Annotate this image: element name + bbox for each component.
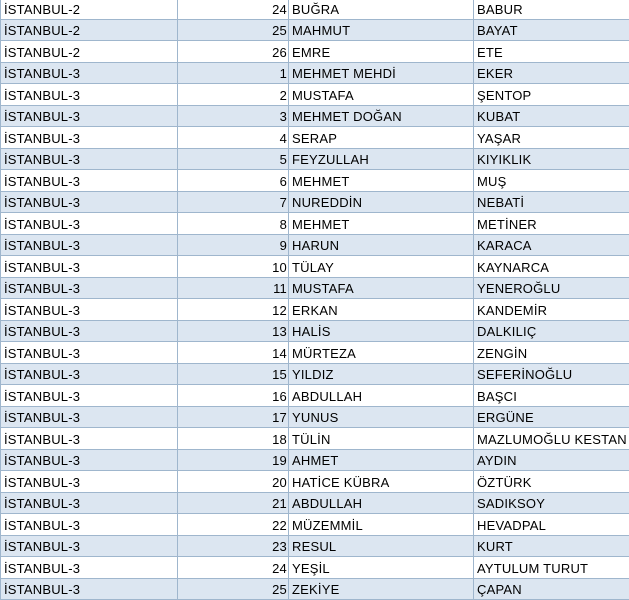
last-name-cell[interactable]: ÇAPAN [474,578,629,600]
table-row [1,19,629,41]
first-name-cell[interactable]: MEHMET DOĞAN [289,105,474,127]
last-name-cell[interactable]: KURT [474,535,629,557]
table-row [1,385,629,407]
rank-cell[interactable]: 2 [178,84,289,106]
last-name-cell[interactable]: BAŞCI [474,385,629,407]
rank-cell[interactable]: 16 [178,385,289,407]
rank-cell[interactable]: 24 [178,557,289,579]
first-name-cell[interactable]: MEHMET [289,170,474,192]
table-row [1,41,629,63]
table-row [1,363,629,385]
table-row [1,557,629,579]
rank-cell[interactable]: 11 [178,277,289,299]
first-name-cell[interactable]: HALİS [289,320,474,342]
rank-cell[interactable]: 25 [178,19,289,41]
district-cell[interactable]: İSTANBUL-3 [1,256,178,278]
first-name-cell[interactable]: TÜLİN [289,428,474,450]
rank-cell[interactable]: 1 [178,62,289,84]
rank-cell[interactable]: 5 [178,148,289,170]
first-name-cell[interactable]: MAHMUT [289,19,474,41]
last-name-cell[interactable]: ZENGİN [474,342,629,364]
last-name-cell[interactable]: ŞENTOP [474,84,629,106]
first-name-cell[interactable]: MUSTAFA [289,277,474,299]
last-name-cell[interactable]: KAYNARCA [474,256,629,278]
table-row [1,213,629,235]
first-name-cell[interactable]: YUNUS [289,406,474,428]
rank-cell[interactable]: 10 [178,256,289,278]
last-name-cell[interactable]: MUŞ [474,170,629,192]
last-name-cell[interactable]: KANDEMİR [474,299,629,321]
first-name-cell[interactable]: TÜLAY [289,256,474,278]
district-cell[interactable]: İSTANBUL-3 [1,320,178,342]
district-cell[interactable]: İSTANBUL-3 [1,105,178,127]
rank-cell[interactable]: 26 [178,41,289,63]
last-name-cell[interactable]: YENEROĞLU [474,277,629,299]
rank-cell[interactable]: 8 [178,213,289,235]
table-row [1,191,629,213]
district-cell[interactable]: İSTANBUL-3 [1,535,178,557]
district-cell[interactable]: İSTANBUL-3 [1,170,178,192]
district-cell[interactable]: İSTANBUL-3 [1,148,178,170]
rank-cell[interactable]: 12 [178,299,289,321]
first-name-cell[interactable]: SERAP [289,127,474,149]
last-name-cell[interactable]: METİNER [474,213,629,235]
first-name-cell[interactable]: ZEKİYE [289,578,474,600]
rank-cell[interactable]: 9 [178,234,289,256]
district-cell[interactable]: İSTANBUL-3 [1,277,178,299]
rank-cell[interactable]: 7 [178,191,289,213]
rank-cell[interactable]: 18 [178,428,289,450]
district-cell[interactable]: İSTANBUL-2 [1,0,178,19]
candidate-table-body [1,0,629,600]
district-cell[interactable]: İSTANBUL-3 [1,514,178,536]
table-row [1,234,629,256]
table-row [1,514,629,536]
district-cell[interactable]: İSTANBUL-3 [1,406,178,428]
district-cell[interactable]: İSTANBUL-3 [1,342,178,364]
rank-cell[interactable]: 14 [178,342,289,364]
district-cell[interactable]: İSTANBUL-3 [1,363,178,385]
first-name-cell[interactable]: MUSTAFA [289,84,474,106]
rank-cell[interactable]: 24 [178,0,289,19]
first-name-cell[interactable]: FEYZULLAH [289,148,474,170]
table-row [1,256,629,278]
last-name-cell[interactable]: NEBATİ [474,191,629,213]
district-cell[interactable]: İSTANBUL-3 [1,62,178,84]
district-cell[interactable]: İSTANBUL-3 [1,385,178,407]
last-name-cell[interactable]: SADIKSOY [474,492,629,514]
table-row [1,492,629,514]
table-row [1,277,629,299]
last-name-cell[interactable]: KARACA [474,234,629,256]
first-name-cell[interactable]: ABDULLAH [289,492,474,514]
table-row [1,127,629,149]
last-name-cell[interactable]: KIYIKLIK [474,148,629,170]
first-name-cell[interactable]: MÜZEMMİL [289,514,474,536]
table-row [1,449,629,471]
first-name-cell[interactable]: MEHMET [289,213,474,235]
first-name-cell[interactable]: MEHMET MEHDİ [289,62,474,84]
table-row [1,170,629,192]
first-name-cell[interactable]: AHMET [289,449,474,471]
table-row [1,578,629,600]
last-name-cell[interactable]: BAYAT [474,19,629,41]
table-row [1,320,629,342]
district-cell[interactable]: İSTANBUL-3 [1,234,178,256]
district-cell[interactable]: İSTANBUL-3 [1,557,178,579]
first-name-cell[interactable]: MÜRTEZA [289,342,474,364]
last-name-cell[interactable]: AYDIN [474,449,629,471]
first-name-cell[interactable]: HATİCE KÜBRA [289,471,474,493]
district-cell[interactable]: İSTANBUL-3 [1,428,178,450]
last-name-cell[interactable]: ERGÜNE [474,406,629,428]
table-row [1,0,629,19]
last-name-cell[interactable]: DALKILIÇ [474,320,629,342]
table-row [1,299,629,321]
rank-cell[interactable]: 23 [178,535,289,557]
rank-cell[interactable]: 17 [178,406,289,428]
district-cell[interactable]: İSTANBUL-3 [1,471,178,493]
first-name-cell[interactable]: YILDIZ [289,363,474,385]
last-name-cell[interactable]: HEVADPAL [474,514,629,536]
last-name-cell[interactable]: ÖZTÜRK [474,471,629,493]
rank-cell[interactable]: 22 [178,514,289,536]
rank-cell[interactable]: 3 [178,105,289,127]
rank-cell[interactable]: 21 [178,492,289,514]
first-name-cell[interactable]: EMRE [289,41,474,63]
district-cell[interactable]: İSTANBUL-3 [1,191,178,213]
table-row [1,428,629,450]
district-cell[interactable]: İSTANBUL-3 [1,213,178,235]
first-name-cell[interactable]: ABDULLAH [289,385,474,407]
last-name-cell[interactable]: YAŞAR [474,127,629,149]
table-row [1,105,629,127]
last-name-cell[interactable]: SEFERİNOĞLU [474,363,629,385]
table-row [1,406,629,428]
district-cell[interactable]: İSTANBUL-3 [1,492,178,514]
last-name-cell[interactable]: KUBAT [474,105,629,127]
table-row [1,535,629,557]
rank-cell[interactable]: 25 [178,578,289,600]
first-name-cell[interactable]: ERKAN [289,299,474,321]
last-name-cell[interactable]: BABUR [474,0,629,19]
rank-cell[interactable]: 20 [178,471,289,493]
district-cell[interactable]: İSTANBUL-3 [1,127,178,149]
district-cell[interactable]: İSTANBUL-3 [1,84,178,106]
district-cell[interactable]: İSTANBUL-2 [1,41,178,63]
table-row [1,84,629,106]
district-cell[interactable]: İSTANBUL-2 [1,19,178,41]
rank-cell[interactable]: 19 [178,449,289,471]
last-name-cell[interactable]: ETE [474,41,629,63]
district-cell[interactable]: İSTANBUL-3 [1,449,178,471]
last-name-cell[interactable]: AYTULUM TURUT [474,557,629,579]
first-name-cell[interactable]: HARUN [289,234,474,256]
last-name-cell[interactable]: EKER [474,62,629,84]
first-name-cell[interactable]: RESUL [289,535,474,557]
first-name-cell[interactable]: BUĞRA [289,0,474,19]
table-row [1,471,629,493]
last-name-cell[interactable]: MAZLUMOĞLU KESTAN [474,428,629,450]
table-row [1,62,629,84]
first-name-cell[interactable]: NUREDDİN [289,191,474,213]
rank-cell[interactable]: 4 [178,127,289,149]
rank-cell[interactable]: 6 [178,170,289,192]
table-row [1,148,629,170]
first-name-cell[interactable]: YEŞİL [289,557,474,579]
district-cell[interactable]: İSTANBUL-3 [1,299,178,321]
table-row [1,342,629,364]
district-cell[interactable]: İSTANBUL-3 [1,578,178,600]
rank-cell[interactable]: 15 [178,363,289,385]
rank-cell[interactable]: 13 [178,320,289,342]
